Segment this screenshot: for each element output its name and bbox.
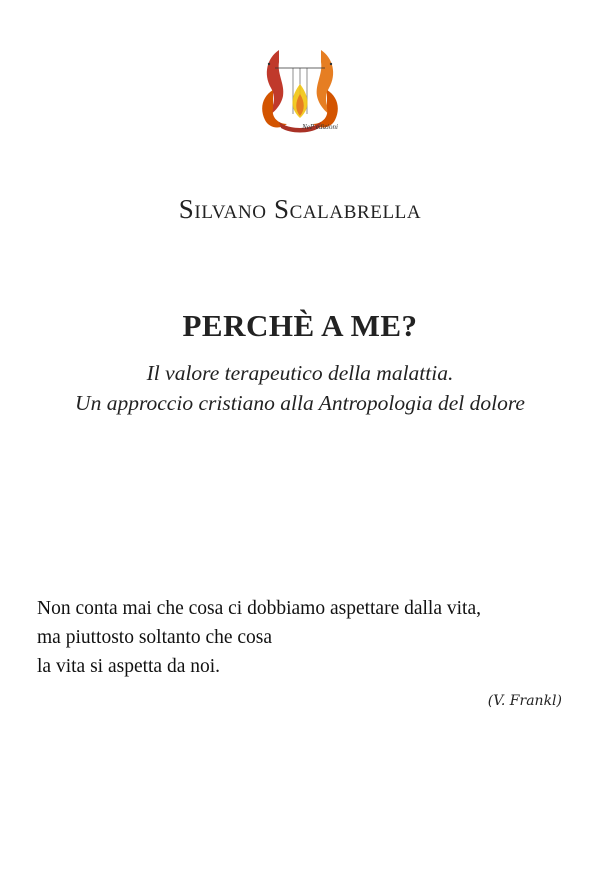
quote-attribution: (V. Frankl)	[487, 693, 562, 709]
quote-line: la vita si aspetta da noi.	[37, 656, 221, 677]
subtitle-line-2: Un approccio cristiano alla Antropologia del dolore	[75, 391, 525, 415]
quote-line: Non conta mai che cosa ci dobbiamo aspettare dalla vita,	[37, 598, 481, 619]
epigraph-quote	[37, 594, 577, 681]
book-title: PERCHÈ A ME?	[182, 308, 418, 343]
quote-line: ma piuttosto soltanto che cosa	[37, 627, 273, 648]
author-name: Silvano Scalabrella	[178, 194, 422, 224]
publisher-name: NeP edizioni	[302, 123, 338, 131]
subtitle-line-1: Il valore terapeutico della malattia.	[146, 361, 454, 385]
